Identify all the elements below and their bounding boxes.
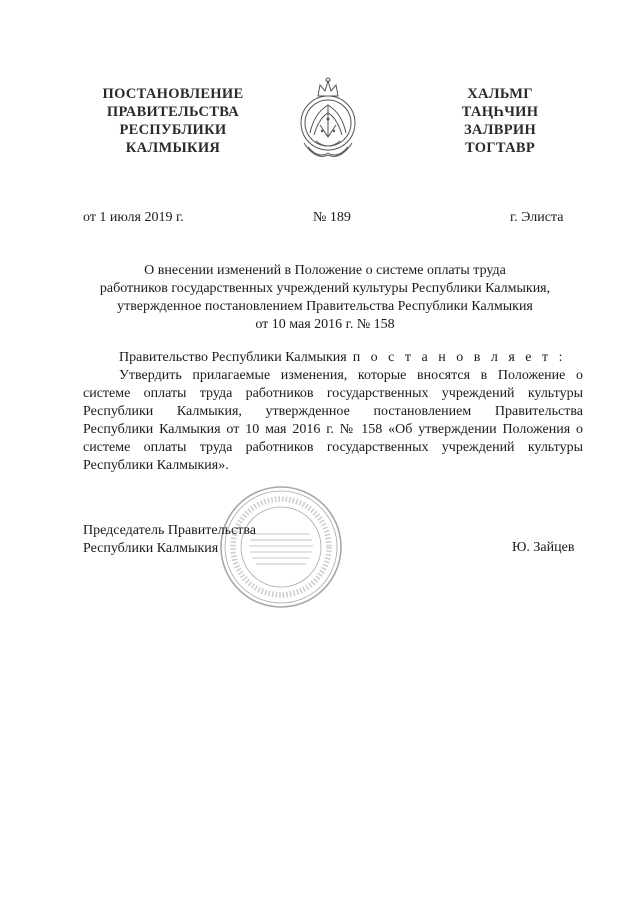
body-line: системе оплаты труда работников государственных учреждений культуры	[83, 386, 583, 401]
document-body	[83, 367, 583, 475]
signatory-title	[83, 522, 256, 558]
body-line: системе оплаты труда работников государственных учреждений культуры	[83, 440, 583, 455]
body-line: Утвердить прилагаемые изменения, которые вносятся в Положение о	[119, 368, 583, 383]
header-left-title	[78, 85, 268, 157]
signatory-title-line: Республики Калмыкия	[83, 541, 219, 556]
preamble-verb: п о с т а н о в л я е т :	[352, 350, 566, 365]
body-line: Республики Калмыкия».	[83, 458, 229, 473]
header-right-line: ХАЛЬМГ	[467, 86, 533, 102]
document-subject	[60, 262, 590, 334]
signatory-name: Ю. Зайцев	[512, 540, 575, 555]
subject-line: О внесении изменений в Положение о системе оплаты труда	[144, 263, 506, 278]
header-left-line: ПРАВИТЕЛЬСТВА	[106, 104, 240, 120]
document-city: г. Элиста	[510, 210, 564, 225]
header-left-line: КАЛМЫКИЯ	[125, 140, 221, 156]
coat-of-arms-icon	[296, 75, 360, 165]
body-line: Республики Калмыкия, утвержденное постановлением Правительства	[83, 404, 583, 419]
body-line: Республики Калмыкия от 10 мая 2016 г. № 158 «Об утверждении Положения о	[83, 422, 583, 437]
subject-line: работников государственных учреждений культуры Республики Калмыкия,	[99, 281, 551, 296]
header-right-title	[440, 85, 560, 157]
header-left-line: ПОСТАНОВЛЕНИЕ	[102, 86, 244, 102]
subject-line: от 10 мая 2016 г. № 158	[255, 317, 395, 332]
signatory-title-line: Председатель Правительства	[83, 523, 256, 538]
subject-line: утвержденное постановлением Правительства Республики Калмыкия	[117, 299, 533, 314]
document-date: от 1 июля 2019 г.	[83, 210, 184, 225]
header-left-line: РЕСПУБЛИКИ	[119, 122, 227, 138]
preamble-text: Правительство Республики Калмыкия	[119, 350, 347, 365]
header-right-line: ТАҢҺЧИН	[461, 104, 539, 120]
header-right-line: ЗАЛВРИН	[463, 122, 537, 138]
preamble	[119, 350, 566, 366]
header-right-line: ТОГТАВР	[464, 140, 536, 156]
document-number: № 189	[313, 210, 351, 225]
